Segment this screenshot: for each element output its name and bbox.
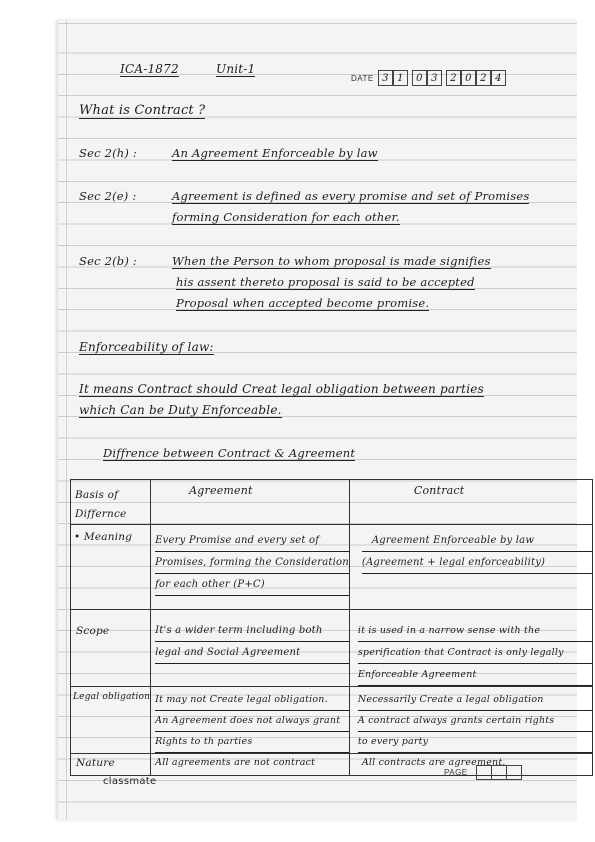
table-row bbox=[71, 687, 593, 754]
agreement-line: An Agreement does not always grant bbox=[155, 711, 349, 732]
section-ref: Sec 2(b) : bbox=[79, 254, 137, 268]
page-number-box bbox=[506, 765, 522, 780]
agreement-line: It's a wider term including both bbox=[155, 620, 349, 642]
agreement-line: Rights to th parties bbox=[155, 732, 349, 753]
table-cell bbox=[151, 687, 350, 754]
section-line: An Agreement Enforceable by law bbox=[172, 146, 378, 160]
agreement-line: All agreements are not contract bbox=[155, 757, 316, 768]
contract-line: it is used in a narrow sense with the bbox=[358, 620, 592, 642]
enforceability-line: which Can be Duty Enforceable. bbox=[79, 403, 282, 417]
table-cell bbox=[349, 754, 592, 776]
table-row bbox=[71, 525, 593, 610]
contract-line: A contract always grants certain rights bbox=[358, 711, 592, 732]
table-cell bbox=[71, 525, 151, 610]
table-header-cell bbox=[349, 480, 592, 525]
table-header-row bbox=[71, 480, 593, 525]
brand-logo: classmate bbox=[103, 776, 157, 787]
section-line: Agreement is defined as every promise and set of Promises bbox=[172, 189, 530, 203]
difference-heading: Diffrence between Contract & Agreement bbox=[103, 446, 356, 460]
contract-line: sperification that Contract is only legally bbox=[358, 642, 592, 664]
date-digit: 3 bbox=[378, 70, 393, 86]
section-line: forming Consideration for each other. bbox=[172, 210, 400, 224]
date-digit: 2 bbox=[446, 70, 461, 86]
date-month bbox=[412, 70, 442, 86]
date-digit: 3 bbox=[427, 70, 442, 86]
section-line: his assent thereto proposal is said to be accepted bbox=[176, 275, 475, 289]
date-digit: 0 bbox=[412, 70, 427, 86]
enforceability-line: It means Contract should Creat legal obligation between parties bbox=[79, 382, 484, 396]
contract-line: Necessarily Create a legal obligation bbox=[358, 690, 592, 711]
page-number-box bbox=[491, 765, 507, 780]
agreement-line: Promises, forming the Consideration bbox=[155, 552, 349, 574]
page-number-box bbox=[476, 765, 492, 780]
row-basis: Scope bbox=[76, 625, 110, 637]
table-cell bbox=[71, 687, 151, 754]
table-cell bbox=[71, 754, 151, 776]
subject-heading: ICA-1872 bbox=[120, 62, 179, 76]
table-cell bbox=[151, 754, 350, 776]
table-cell bbox=[71, 610, 151, 687]
section-ref: Sec 2(h) : bbox=[79, 146, 138, 160]
agreement-line: Every Promise and every set of bbox=[155, 530, 349, 552]
contract-line: All contracts are agreement. bbox=[361, 757, 506, 768]
contract-line: Agreement Enforceable by law bbox=[362, 530, 592, 552]
basis-header: Basis of Differnce bbox=[75, 489, 127, 520]
date-digit: 0 bbox=[461, 70, 476, 86]
section-ref: Sec 2(e) : bbox=[79, 189, 137, 203]
row-basis: Legal obligation bbox=[73, 692, 151, 702]
contract-line: Enforceable Agreement bbox=[358, 664, 592, 686]
date-day bbox=[378, 70, 408, 86]
agreement-header: Agreement bbox=[189, 484, 253, 497]
agreement-line: legal and Social Agreement bbox=[155, 642, 349, 664]
date-digit: 1 bbox=[393, 70, 408, 86]
section-line: Proposal when accepted become promise. bbox=[176, 296, 430, 310]
date-year bbox=[446, 70, 506, 86]
enforceability-heading: Enforceability of law: bbox=[79, 340, 214, 354]
date-field bbox=[351, 70, 510, 86]
table-header-cell bbox=[151, 480, 350, 525]
agreement-line: It may not Create legal obligation. bbox=[155, 690, 349, 711]
row-basis: Nature bbox=[76, 757, 115, 769]
table-row bbox=[71, 610, 593, 687]
unit-heading: Unit-1 bbox=[216, 62, 256, 76]
date-digit: 2 bbox=[476, 70, 491, 86]
agreement-line: for each other (P+C) bbox=[155, 574, 349, 596]
contract-header: Contract bbox=[413, 484, 465, 497]
page-label: PAGE bbox=[444, 768, 468, 777]
margin-line bbox=[66, 20, 67, 820]
date-digit: 4 bbox=[491, 70, 506, 86]
section-line: When the Person to whom proposal is made signifies bbox=[172, 254, 491, 268]
row-basis: • Meaning bbox=[74, 531, 133, 543]
table-cell bbox=[349, 687, 592, 754]
table-cell bbox=[349, 610, 592, 687]
page-title: What is Contract ? bbox=[79, 103, 206, 118]
table-header-cell bbox=[71, 480, 151, 525]
table-cell bbox=[151, 525, 350, 610]
contract-line: to every party bbox=[358, 732, 592, 753]
contract-line: (Agreement + legal enforceability) bbox=[362, 552, 592, 574]
table-cell bbox=[151, 610, 350, 687]
table-cell bbox=[349, 525, 592, 610]
date-label: DATE bbox=[351, 73, 374, 83]
comparison-table bbox=[70, 479, 593, 776]
